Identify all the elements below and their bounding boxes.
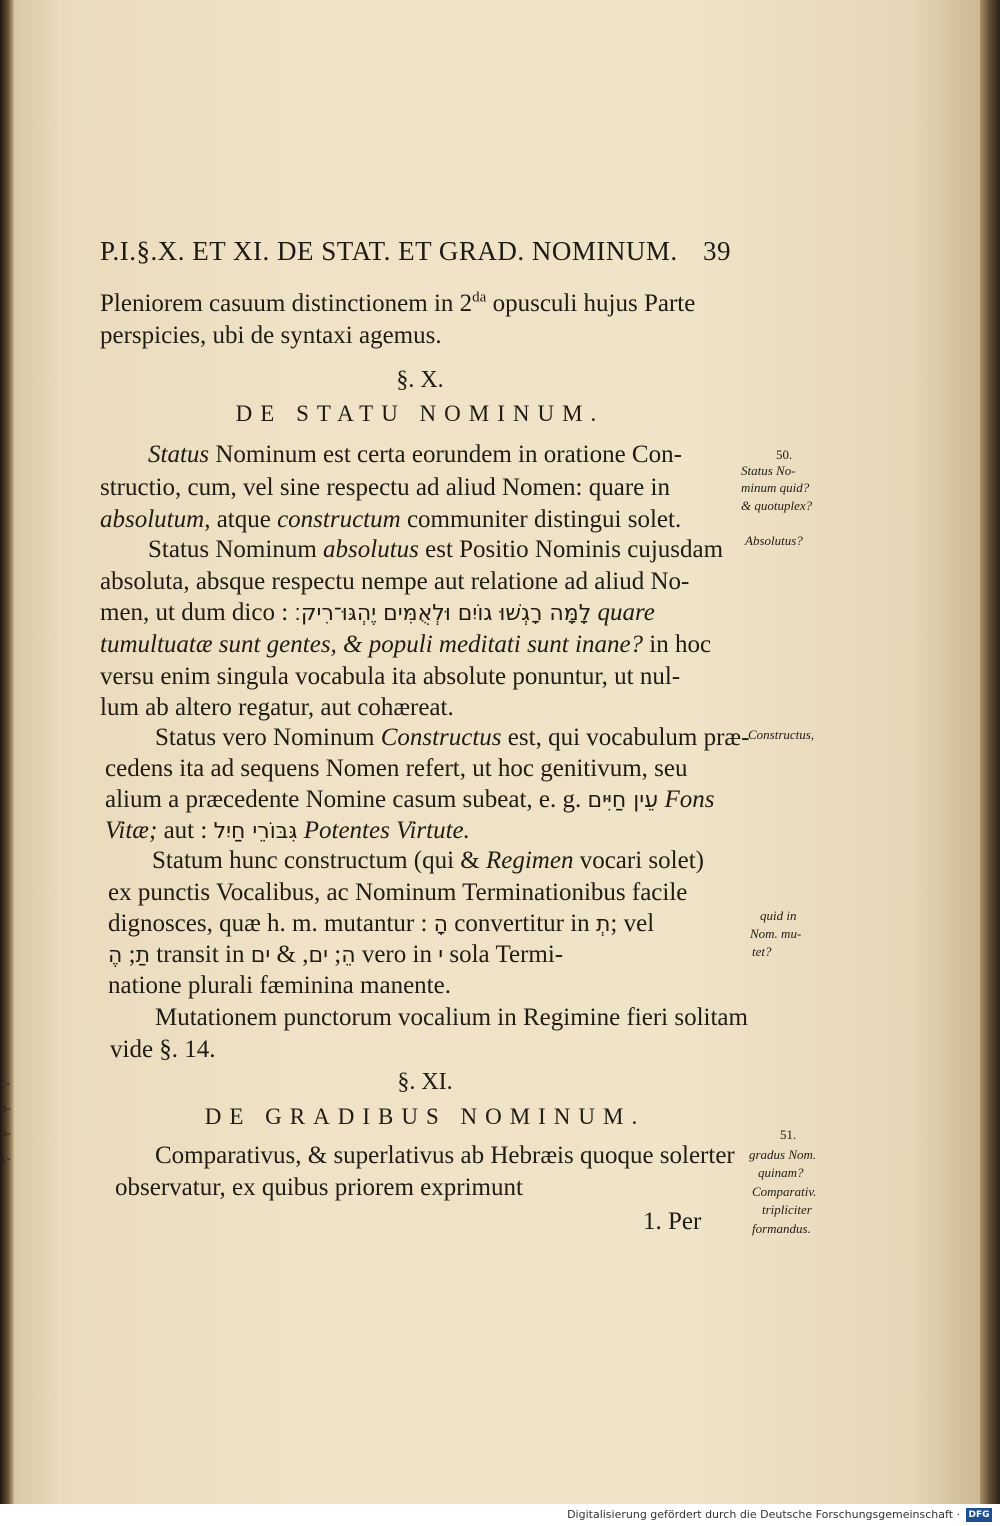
section-number: §. XI.: [397, 1069, 453, 1095]
page-number: 39: [703, 236, 731, 266]
hebrew-text: לָמָּה רָגְשׁוּ גוֹיִם וּלְאֻמִּים יֶהְגּוּ־רִיק׃: [294, 601, 592, 626]
text-line: perspicies, ubi de syntaxi agemus.: [100, 322, 442, 349]
text-line: Mutationem punctorum vocalium in Regimine fieri solitam: [155, 1004, 748, 1031]
text-line: Status vero Nominum Constructus est, qui vocabulum præ-: [155, 724, 750, 751]
margin-note: & quotuplex?: [741, 498, 813, 513]
section-title: DE GRADIBUS NOMINUM.: [204, 1104, 646, 1129]
text-line: dignosces, quæ h. m. mutantur : הָ convertitur in תְ; vel: [108, 910, 655, 937]
book-spine: [0, 0, 14, 1504]
funding-credit: Digitalisierung gefördert durch die Deutsche Forschungsgemeinschaft ·: [567, 1508, 960, 1521]
hebrew-text: עֵין חַיִּים: [587, 788, 659, 813]
text-line: cedens ita ad sequens Nomen refert, ut hoc genitivum, seu: [105, 755, 688, 782]
text-line: natione plurali fæminina manente.: [108, 972, 451, 999]
section-number: §. X.: [396, 367, 444, 393]
margin-note: quid in: [760, 908, 797, 923]
margin-note: Comparativ.: [752, 1184, 817, 1199]
margin-number: 51.: [780, 1127, 797, 1142]
text-line: lum ab altero regatur, aut cohæreat.: [100, 694, 454, 721]
text-line: Status Nominum est certa eorundem in oratione Con-: [148, 441, 682, 468]
catchword: 1. Per: [643, 1208, 702, 1235]
text-line: Pleniorem casuum distinctionem in $2^{da}$ opusculi hujus Parte: [100, 289, 696, 317]
page-edge: [980, 0, 1000, 1504]
running-title: P.I.§.X. ET XI. DE STAT. ET GRAD. NOMINUM.: [100, 236, 678, 266]
text-line: Comparativus, & superlativus ab Hebræis quoque solerter: [155, 1142, 735, 1169]
text-line: Statum hunc constructum (qui & Regimen vocari solet): [152, 847, 704, 874]
margin-note: gradus Nom.: [749, 1147, 817, 1162]
footer-bar: [0, 1504, 1000, 1526]
text-line: men, ut dum dico : לָמָּה רָגְשׁוּ גוֹיִם וּלְאֻמִּים יֶהְגּוּ־רִיק׃ quare: [100, 599, 655, 626]
text-line: structio, cum, vel sine respectu ad aliud Nomen: quare in: [100, 474, 670, 501]
text-line: tumultuatæ sunt gentes, & populi meditati sunt inane? in hoc: [100, 631, 712, 658]
text-line: versu enim singula vocabula ita absolute ponuntur, ut nul-: [100, 663, 681, 690]
text-line: vide §. 14.: [110, 1036, 216, 1063]
running-header: [100, 236, 735, 272]
text-line: Vitæ; aut : גִּבּוֹרֵי חַיִל Potentes Virtute.: [105, 817, 470, 844]
margin-note: quinam?: [758, 1165, 804, 1180]
margin-note: Status No-: [741, 463, 796, 478]
margin-note: minum quid?: [741, 480, 810, 495]
margin-note: Absolutus?: [745, 533, 803, 548]
text-line: absolutum, atque constructum communiter distingui solet.: [100, 506, 682, 533]
text-line: absoluta, absque respectu nempe aut relatione ad aliud No-: [100, 568, 690, 595]
section-title: DE STATU NOMINUM.: [235, 401, 605, 426]
dfg-logo: DFG: [966, 1508, 992, 1522]
margin-note: Constructus,: [748, 727, 815, 742]
left-page-fragments: c- b- o- x-: [0, 1075, 11, 1165]
margin-note: tripliciter: [762, 1202, 812, 1217]
margin-note: tet?: [752, 944, 772, 959]
margin-number: 50.: [776, 447, 793, 462]
text-line: ex punctis Vocalibus, ac Nominum Terminationibus facile: [108, 879, 688, 906]
margin-note: formandus.: [752, 1221, 811, 1236]
hebrew-text: גִּבּוֹרֵי חַיִל: [213, 819, 298, 844]
margin-note: Nom. mu-: [750, 926, 802, 941]
text-line: alium a præcedente Nomine casum subeat, e. g. עֵין חַיִּים Fons: [105, 786, 715, 813]
text-line: תַ; הֶ transit in הֵ; ים, & ים vero in י sola Termi-: [108, 941, 564, 968]
text-line: observatur, ex quibus priorem exprimunt: [115, 1174, 523, 1201]
text-line: Status Nominum absolutus est Positio Nominis cujusdam: [148, 536, 724, 563]
